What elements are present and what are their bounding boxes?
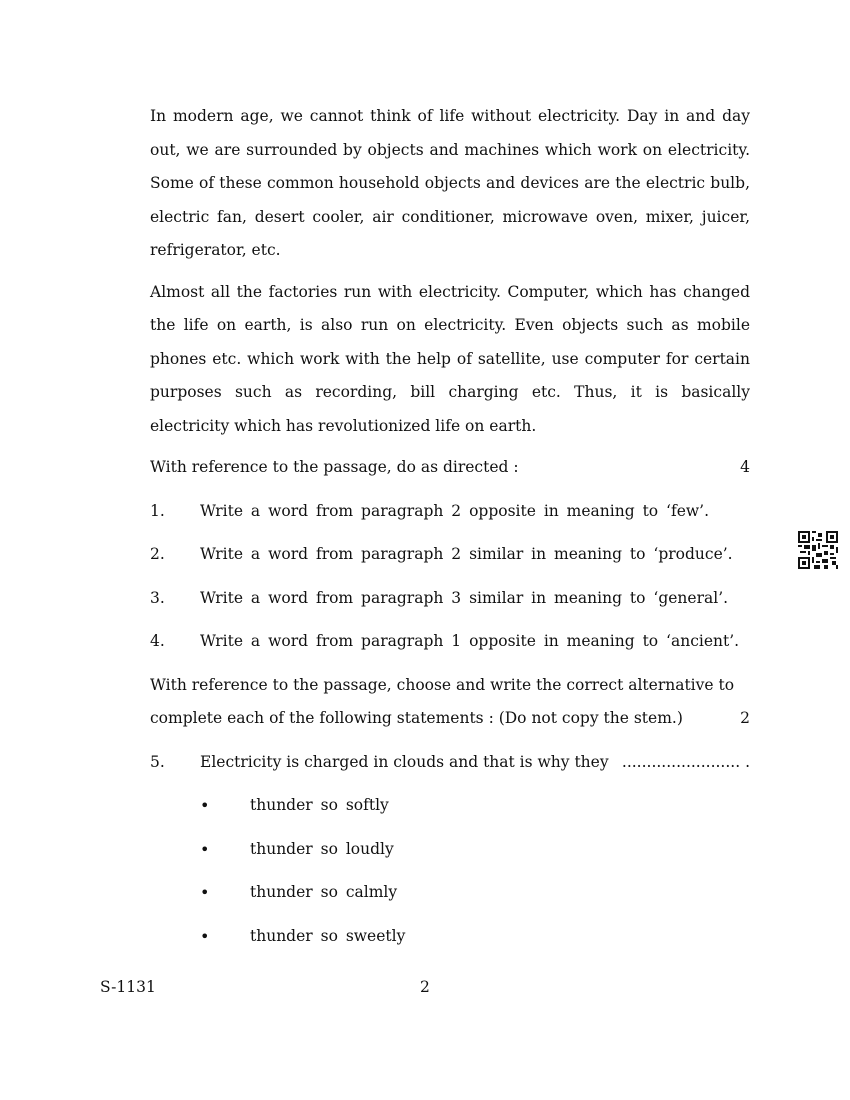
question-text: Write a word from paragraph 1 opposite in meaning to ‘ancient’.	[200, 632, 740, 650]
section-b-instruction-line-2-row	[150, 702, 750, 736]
question-item	[150, 538, 750, 582]
question-number: 2.	[150, 545, 165, 563]
section-a-instruction: With reference to the passage, do as directed :	[150, 458, 519, 476]
option-text: thunder so softly	[250, 796, 389, 814]
question-number: 1.	[150, 501, 165, 520]
paper-code: S-1131	[100, 978, 156, 996]
question-stem	[200, 746, 750, 790]
question-item	[150, 746, 750, 790]
question-number: 5.	[150, 752, 165, 771]
section-a-instruction-row	[150, 451, 750, 495]
question-number: 3.	[150, 588, 165, 607]
qr-code-icon	[798, 531, 838, 569]
passage-paragraph-2: Almost all the factories run with electricity. Computer, which has changed the life on earth, is also run on electricity. Even objects such as mobile phones etc. which work with the help of satellite, use computer for certain purposes such as recording, bill charging etc. Thus, it is basically electricity which has revolutionized life on earth.	[150, 282, 750, 435]
section-b-instruction-line-1: With reference to the passage, choose and write the correct alternative to	[150, 675, 735, 694]
answer-option	[150, 833, 750, 877]
question-text: Write a word from paragraph 2 opposite in meaning to ‘few’.	[200, 501, 710, 520]
question-text: Write a word from paragraph 2 similar in meaning to ‘produce’.	[200, 545, 733, 563]
section-b-instruction	[150, 669, 750, 736]
answer-option	[150, 920, 750, 964]
passage-paragraph-1: In modern age, we cannot think of life without electricity. Day in and day out, we are surrounded by objects and machines which work on electricity. Some of these common household objects and devices are the electric bulb, electric fan, desert cooler, air conditioner, microwave oven, mixer, juicer, refrigerator, etc.	[150, 107, 750, 259]
bullet-icon: •	[200, 796, 210, 815]
question-item	[150, 495, 750, 539]
answer-option	[150, 876, 750, 920]
question-item	[150, 582, 750, 626]
bullet-icon: •	[200, 839, 210, 859]
question-text: Electricity is charged in clouds and that is why they	[200, 752, 609, 771]
bullet-icon: •	[200, 926, 210, 946]
section-a-marks: 4	[740, 458, 750, 476]
option-text: thunder so loudly	[250, 839, 394, 858]
page-number: 2	[420, 978, 430, 996]
question-number: 4.	[150, 632, 165, 650]
question-text: Write a word from paragraph 3 similar in meaning to ‘general’.	[200, 588, 729, 607]
section-b-marks: 2	[740, 709, 750, 727]
answer-blank: ........................ .	[621, 752, 750, 771]
page-content	[150, 100, 750, 963]
section-b-instruction-line-2: complete each of the following statements : (Do not copy the stem.)	[150, 709, 683, 727]
option-text: thunder so sweetly	[250, 926, 406, 945]
answer-option	[150, 789, 750, 833]
bullet-icon: •	[200, 883, 210, 902]
question-item	[150, 625, 750, 669]
option-text: thunder so calmly	[250, 883, 398, 901]
